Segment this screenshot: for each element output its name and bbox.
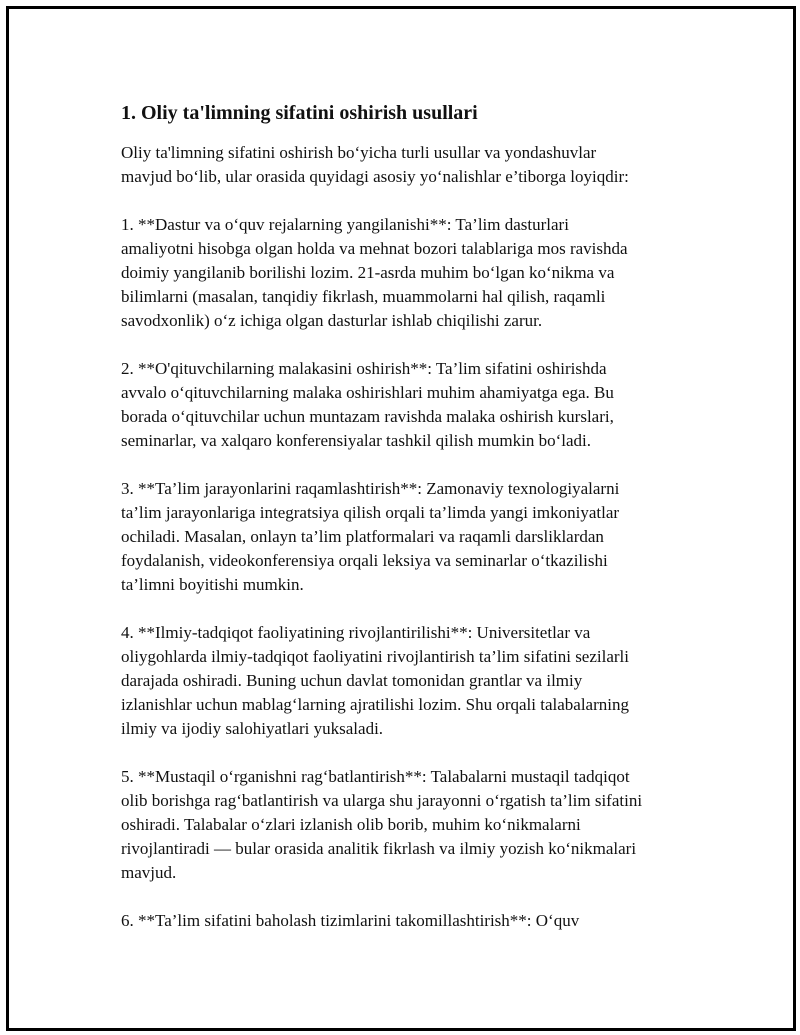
text-line: ta’limni boyitishi mumkin. bbox=[121, 575, 304, 594]
text-line: 3. **Ta’lim jarayonlarini raqamlashtirish**: Zamonaviy texnologiyalarni bbox=[121, 479, 620, 498]
text-line: bilimlarni (masalan, tanqidiy fikrlash, muammolarni hal qilish, raqamli bbox=[121, 287, 606, 306]
text-line: rivojlantiradi — bular orasida analitik fikrlash va ilmiy yozish ko‘nikmalari bbox=[121, 839, 637, 858]
paragraph-item-2 bbox=[121, 357, 696, 453]
text-line: savodxonlik) o‘z ichiga olgan dasturlar ishlab chiqilishi zarur. bbox=[121, 311, 543, 330]
intro-paragraph bbox=[121, 141, 696, 189]
text-line: 4. **Ilmiy-tadqiqot faoliyatining rivojlantirilishi**: Universitetlar va bbox=[121, 623, 591, 642]
text-line: mavjud bo‘lib, ular orasida quyidagi asosiy yo‘nalishlar e’tiborga loyiqdir: bbox=[121, 167, 629, 186]
text-line: 5. **Mustaqil o‘rganishni rag‘batlantirish**: Talabalarni mustaqil tadqiqot bbox=[121, 767, 630, 786]
text-line: oshiradi. Talabalar o‘zlari izlanish olib borib, muhim ko‘nikmalarni bbox=[121, 815, 581, 834]
text-line: 6. **Ta’lim sifatini baholash tizimlarini takomillashtirish**: O‘quv bbox=[121, 911, 580, 930]
document-title: 1. Oliy ta'limning sifatini oshirish usullari bbox=[121, 102, 478, 124]
paragraph-item-6 bbox=[121, 909, 696, 933]
text-line: mavjud. bbox=[121, 863, 177, 882]
text-line: avvalo o‘qituvchilarning malaka oshirishlari muhim ahamiyatga ega. Bu bbox=[121, 383, 614, 402]
text-line: ochiladi. Masalan, onlayn ta’lim platformalari va raqamli darsliklardan bbox=[121, 527, 604, 546]
text-line: ta’lim jarayonlariga integratsiya qilish orqali ta’limda yangi imkoniyatlar bbox=[121, 503, 620, 522]
text-line: amaliyotni hisobga olgan holda va mehnat bozori talablariga mos ravishda bbox=[121, 239, 628, 258]
paragraph-item-3 bbox=[121, 477, 696, 597]
paragraph-item-1 bbox=[121, 213, 696, 333]
paragraph-item-4 bbox=[121, 621, 696, 741]
text-line: doimiy yangilanib borilishi lozim. 21-asrda muhim bo‘lgan ko‘nikma va bbox=[121, 263, 615, 282]
text-line: ilmiy va ijodiy salohiyatlari yuksaladi. bbox=[121, 719, 384, 738]
document-body bbox=[121, 100, 696, 957]
text-line: foydalanish, videokonferensiya orqali leksiya va seminarlar o‘tkazilishi bbox=[121, 551, 608, 570]
text-line: seminarlar, va xalqaro konferensiyalar tashkil qilish mumkin bo‘ladi. bbox=[121, 431, 591, 450]
text-line: 1. **Dastur va o‘quv rejalarning yangilanishi**: Ta’lim dasturlari bbox=[121, 215, 569, 234]
page-frame bbox=[6, 6, 796, 1031]
text-line: 2. **O'qituvchilarning malakasini oshirish**: Ta’lim sifatini oshirishda bbox=[121, 359, 607, 378]
text-line: darajada oshiradi. Buning uchun davlat tomonidan grantlar va ilmiy bbox=[121, 671, 583, 690]
text-line: oliygohlarda ilmiy-tadqiqot faoliyatini rivojlantirish ta’lim sifatini sezilarli bbox=[121, 647, 629, 666]
text-line: Oliy ta'limning sifatini oshirish bo‘yicha turli usullar va yondashuvlar bbox=[121, 143, 597, 162]
text-line: borada o‘qituvchilar uchun muntazam ravishda malaka oshirish kurslari, bbox=[121, 407, 614, 426]
text-line: izlanishlar uchun mablag‘larning ajratilishi lozim. Shu orqali talabalarning bbox=[121, 695, 629, 714]
text-line: olib borishga rag‘batlantirish va ularga shu jarayonni o‘rgatish ta’lim sifatini bbox=[121, 791, 643, 810]
paragraph-item-5 bbox=[121, 765, 696, 885]
